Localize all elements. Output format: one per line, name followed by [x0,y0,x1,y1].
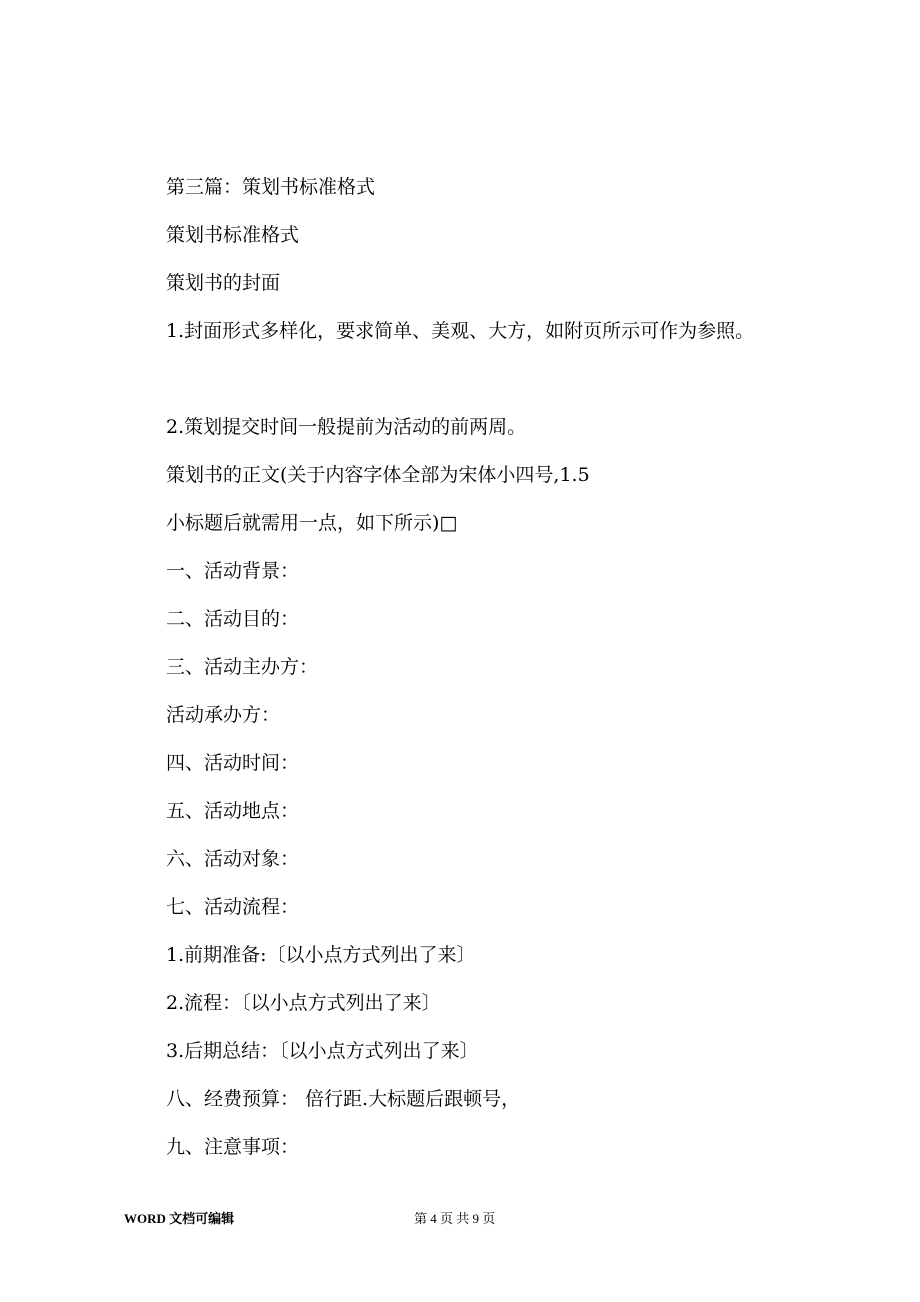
paragraph-line: 2.策划提交时间一般提前为活动的前两周。 [166,416,527,438]
outline-item: 活动承办方： [166,704,281,726]
paragraph-line: 小标题后就需用一点，如下所示)□ [166,512,458,534]
cover-heading: 策划书的封面 [166,272,281,294]
outline-item: 九、注意事项： [166,1136,300,1158]
subheading: 策划书标准格式 [166,224,300,246]
outline-item: 八、经费预算： 倍行距.大标题后跟顿号， [166,1088,521,1110]
outline-item: 七、活动流程： [166,896,300,918]
outline-item: 五、活动地点： [166,800,300,822]
outline-item: 六、活动对象： [166,848,300,870]
body-heading: 策划书的正文(关于内容字体全部为宋体小四号,1.5 [166,464,590,486]
outline-subitem: 3.后期总结：〔以小点方式列出了来〕 [166,1040,479,1062]
outline-item: 三、活动主办方： [166,656,319,678]
outline-subitem: 2.流程：〔以小点方式列出了来〕 [166,992,441,1014]
outline-item: 四、活动时间： [166,752,300,774]
outline-item: 二、活动目的： [166,608,300,630]
page-number: 第 4 页 共 9 页 [414,1211,496,1226]
section-heading: 第三篇：策划书标准格式 [166,176,376,198]
footer-label: WORD 文档可编辑 [124,1211,235,1226]
outline-item: 一、活动背景： [166,560,300,582]
paragraph-line: 1.封面形式多样化，要求简单、美观、大方，如附页所示可作为参照。 [166,320,755,342]
outline-subitem: 1.前期准备:〔以小点方式列出了来〕 [166,944,476,966]
